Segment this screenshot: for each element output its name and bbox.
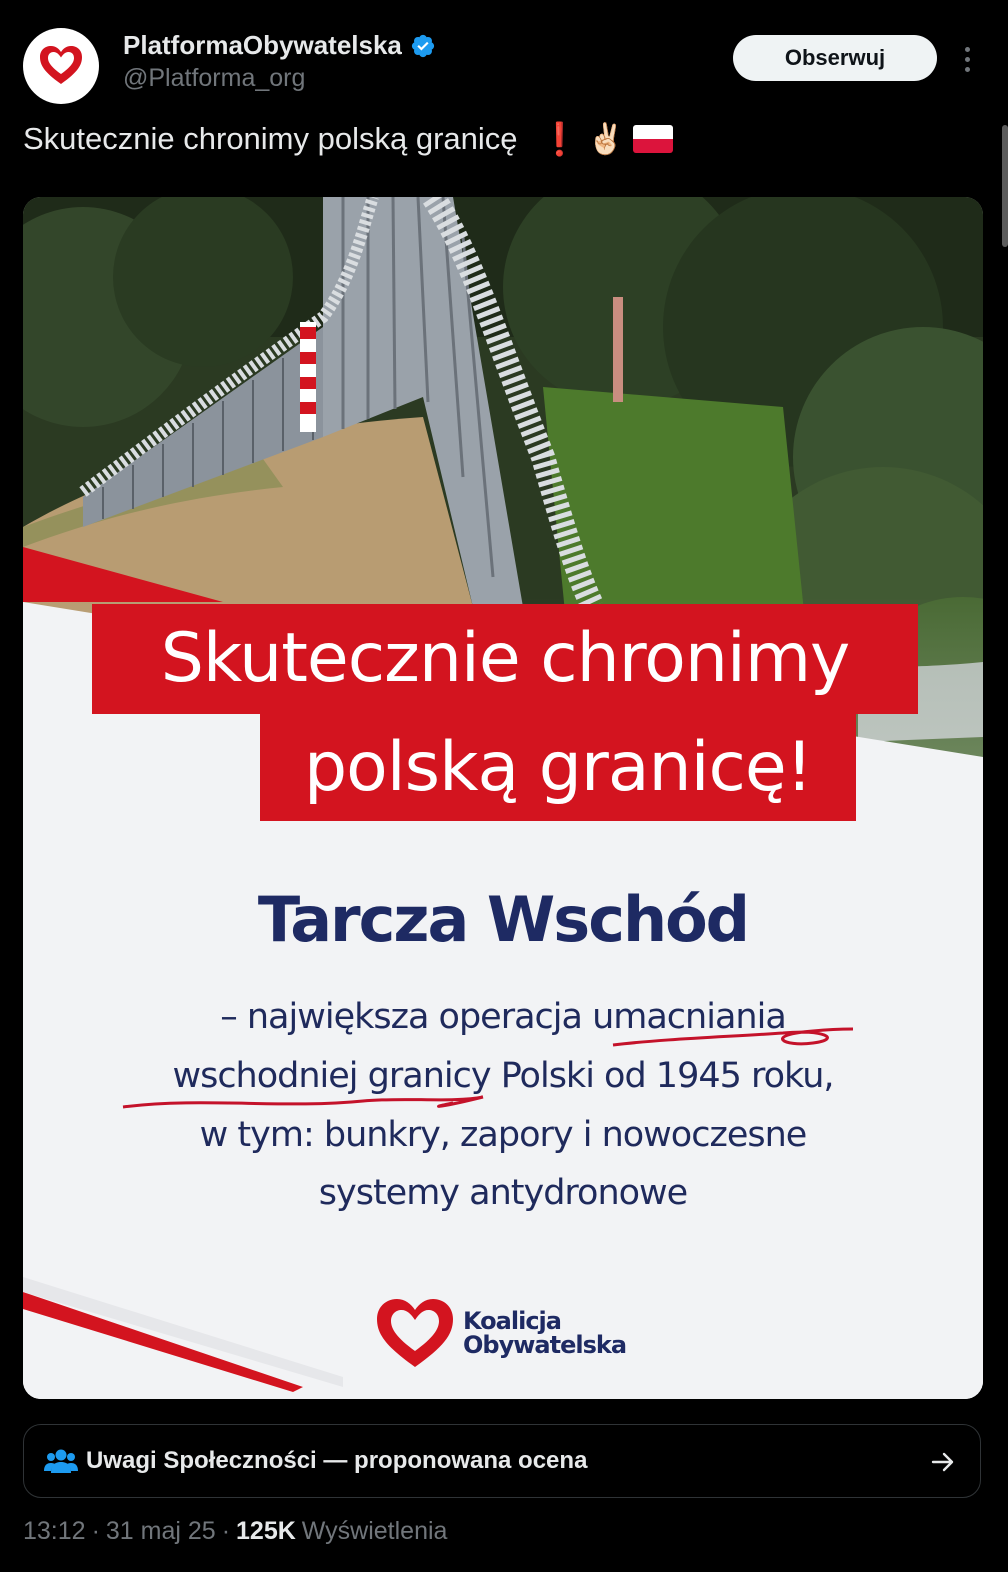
image-description-line: wschodniej granicy Polski od 1945 roku, xyxy=(172,1056,834,1096)
verified-badge-icon xyxy=(410,33,436,59)
more-vertical-icon[interactable] xyxy=(953,42,981,76)
image-subtitle: Tarcza Wschód xyxy=(257,883,749,956)
arrow-right-icon xyxy=(930,1449,956,1475)
peace-hand-emoji-icon: ✌🏻 xyxy=(587,122,625,156)
brand-name-line-2: Obywatelska xyxy=(463,1331,627,1359)
brand-name-line-1: Koalicja xyxy=(463,1307,561,1335)
koalicja-logo xyxy=(373,1295,626,1371)
views-label: Wyświetlenia xyxy=(301,1517,448,1545)
community-notes-banner[interactable] xyxy=(23,1424,981,1498)
views-count: 125K xyxy=(236,1517,296,1545)
tweet-meta xyxy=(23,1517,447,1546)
tweet-time[interactable]: 13:12 xyxy=(23,1517,86,1545)
avatar[interactable] xyxy=(23,28,99,104)
tweet-body: Skutecznie chronimy polską granicę xyxy=(23,121,518,156)
separator: · xyxy=(221,1517,231,1545)
heart-logo-icon xyxy=(36,41,86,91)
tweet-date[interactable]: 31 maj 25 xyxy=(105,1517,216,1545)
tweet-text xyxy=(23,120,673,158)
image-description-line: w tym: bunkry, zapory i nowoczesne xyxy=(199,1115,807,1155)
headline-line-2: polską granicę! xyxy=(260,714,856,821)
exclamation-emoji-icon: ❗ xyxy=(539,121,580,157)
tweet-header xyxy=(23,26,983,106)
author-display-name[interactable]: PlatformaObywatelska xyxy=(123,30,402,60)
people-icon xyxy=(44,1447,78,1475)
poland-flag-icon xyxy=(633,125,673,153)
scrollbar[interactable] xyxy=(1002,125,1008,247)
author-handle[interactable]: @Platforma_org xyxy=(123,64,306,92)
headline-line-1: Skutecznie chronimy xyxy=(92,604,918,714)
follow-button[interactable]: Obserwuj xyxy=(733,35,937,81)
separator: · xyxy=(91,1517,100,1545)
heart-logo-icon xyxy=(373,1295,457,1371)
image-description-line: systemy antydronowe xyxy=(318,1173,688,1213)
community-notes-label: Uwagi Społeczności — proponowana ocena xyxy=(86,1447,588,1474)
tweet-image[interactable] xyxy=(23,197,983,1399)
image-description-line: – największa operacja umacniania xyxy=(220,997,786,1037)
